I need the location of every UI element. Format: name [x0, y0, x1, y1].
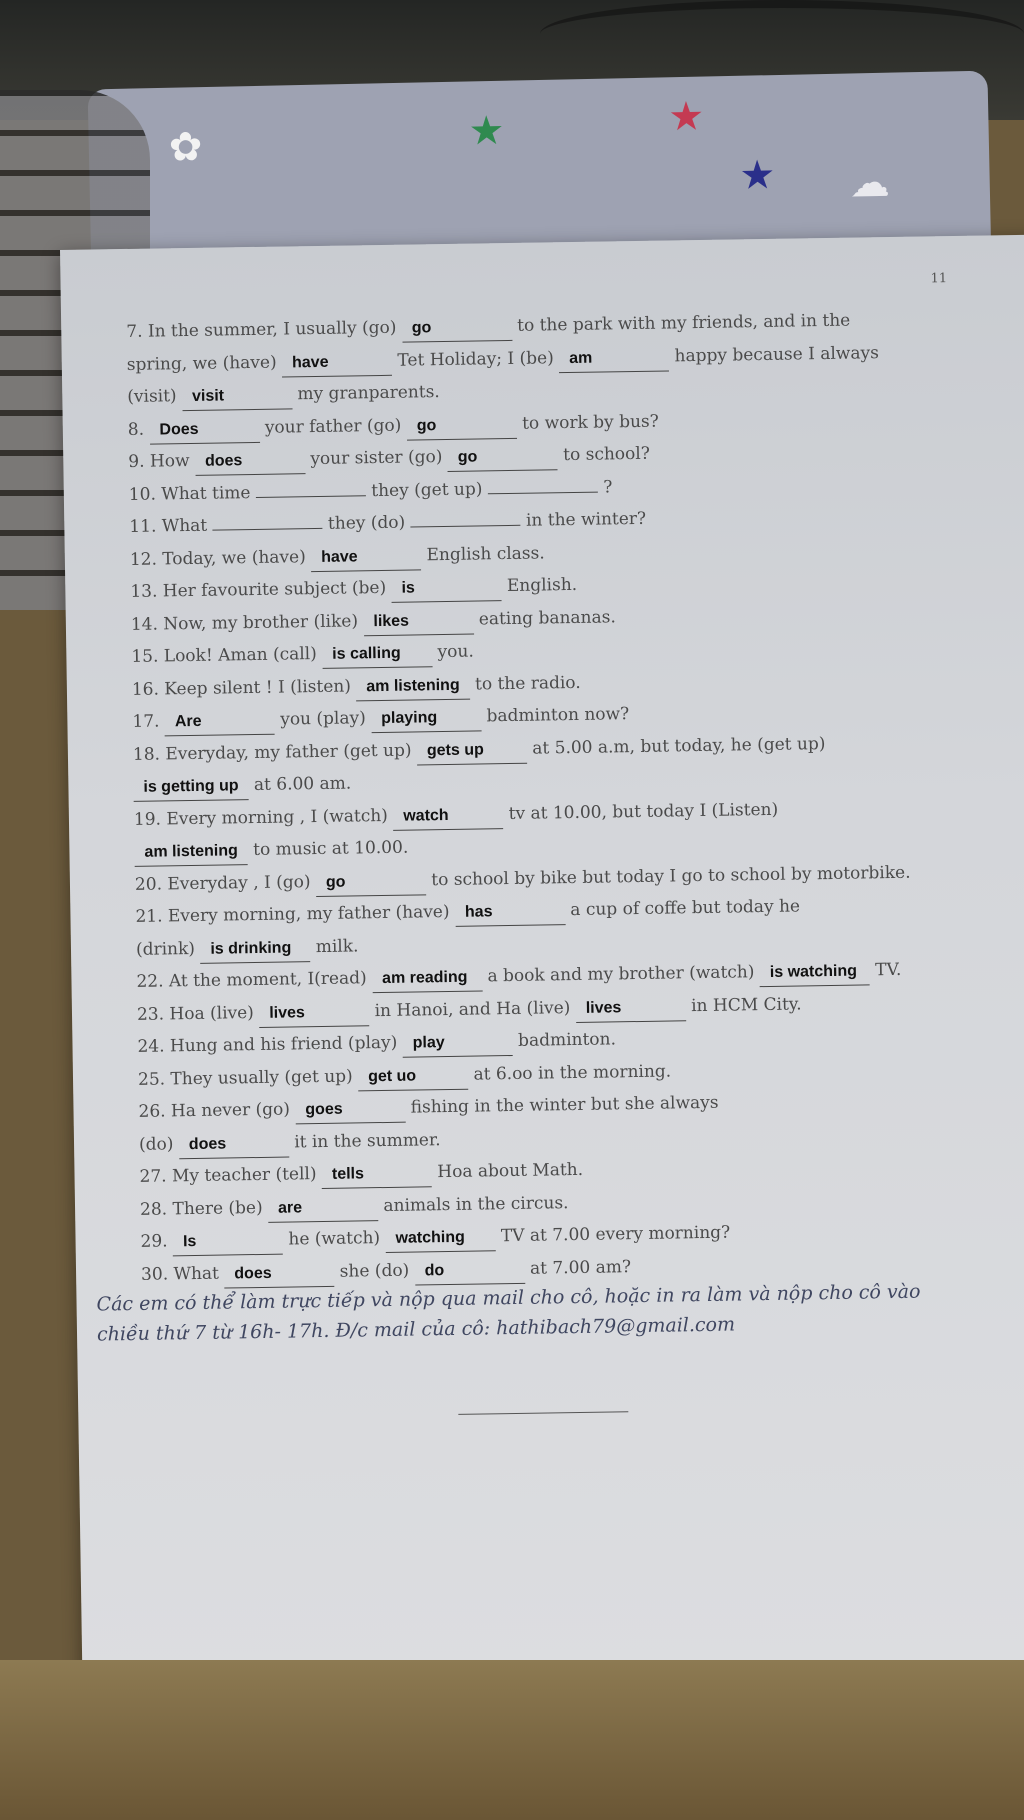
- star-sticker-red: ★: [667, 93, 705, 141]
- exercise-text: 19. Every morning , I (watch): [133, 805, 389, 830]
- exercise-text: 18. Everyday, my father (get up): [132, 740, 412, 765]
- exercise-text: to school by bike but today I go to school by motorbike.: [431, 862, 911, 890]
- teacher-note-line: Các em có thể làm trực tiếp và nộp qua mail cho cô, hoặc in ra làm và nộp cho cô vào: [96, 1280, 921, 1316]
- exercise-text: TV.: [875, 959, 902, 981]
- star-sticker: ★: [468, 107, 505, 155]
- answer-blank: Are: [165, 708, 275, 737]
- exercise-text: 29.: [140, 1231, 168, 1252]
- exercise-text: to work by bus?: [521, 411, 659, 434]
- exercise-text: to the radio.: [474, 672, 581, 695]
- exercise-text: your father (go): [264, 415, 402, 438]
- exercise-text: English class.: [426, 542, 545, 565]
- exercise-text: at 6.00 am.: [253, 773, 352, 796]
- exercise-text: they (do): [327, 512, 406, 534]
- exercise-text: badminton.: [517, 1029, 617, 1051]
- answer-blank: watch: [393, 802, 503, 831]
- exercise-text: 23. Hoa (live): [136, 1002, 255, 1025]
- answer-blank: have: [311, 543, 421, 572]
- answer-blank: has: [455, 898, 565, 927]
- exercise-list: [126, 305, 1011, 1294]
- exercise-text: 26. Ha never (go): [138, 1099, 291, 1122]
- exercise-text: milk.: [315, 935, 359, 957]
- exercise-text: 17.: [132, 711, 160, 732]
- exercise-text: TV at 7.00 every morning?: [500, 1222, 731, 1247]
- exercise-text: (visit): [127, 386, 177, 407]
- exercise-text: at 7.00 am?: [529, 1256, 632, 1279]
- answer-blank: playing: [371, 704, 481, 733]
- cloud-sticker: ☁: [849, 159, 891, 207]
- exercise-text: it in the summer.: [294, 1129, 441, 1152]
- answer-blank: [213, 528, 323, 531]
- exercise-text: at 5.00 a.m, but today, he (get up): [532, 733, 826, 759]
- exercise-text: 21. Every morning, my father (have): [135, 901, 450, 927]
- answer-blank: am reading: [372, 964, 482, 993]
- signature-line: [458, 1411, 628, 1415]
- exercise-text: 20. Everyday , I (go): [134, 871, 311, 895]
- answer-blank: is calling: [322, 640, 432, 669]
- exercise-text: 11. What: [129, 515, 208, 537]
- answer-blank: go: [407, 411, 517, 440]
- exercise-text: Hoa about Math.: [437, 1159, 584, 1183]
- exercise-text: he (watch): [288, 1228, 381, 1250]
- answer-blank: lives: [576, 994, 686, 1023]
- answer-blank: am listening: [134, 838, 248, 867]
- exercise-text: 16. Keep silent ! I (listen): [131, 675, 352, 700]
- answer-blank: visit: [182, 382, 292, 411]
- exercise-text: tv at 10.00, but today I (Listen): [508, 799, 779, 824]
- answer-blank: am: [559, 344, 669, 373]
- exercise-text: they (get up): [371, 478, 483, 501]
- answer-blank: is drinking: [200, 935, 310, 964]
- answer-blank: are: [268, 1194, 378, 1223]
- answer-blank: [256, 495, 366, 498]
- answer-blank: [488, 491, 598, 494]
- exercise-text: to the park with my friends, and in the: [517, 310, 851, 336]
- teacher-note-line: chiều thứ 7 từ 16h- 17h. Đ/c mail của cô: hathibach79@gmail.com: [96, 1313, 736, 1346]
- exercise-text: (drink): [135, 938, 196, 960]
- star-sticker-blue: ★: [739, 152, 776, 199]
- exercise-text: your sister (go): [310, 447, 443, 470]
- answer-blank: have: [282, 348, 392, 377]
- exercise-text: 25. They usually (get up): [137, 1066, 353, 1090]
- exercise-text: 22. At the moment, I(read): [136, 968, 367, 992]
- answer-blank: [411, 525, 521, 528]
- answer-blank: does: [179, 1130, 289, 1159]
- exercise-text: she (do): [339, 1260, 410, 1282]
- answer-blank: Is: [173, 1228, 283, 1257]
- answer-blank: is watching: [760, 958, 870, 987]
- answer-blank: lives: [259, 999, 369, 1028]
- exercise-text: 9. How: [128, 450, 190, 472]
- exercise-text: at 6.oo in the morning.: [473, 1061, 672, 1085]
- exercise-text: eating bananas.: [478, 606, 616, 629]
- exercise-text: a cup of coffe but today he: [570, 896, 801, 921]
- exercise-text: my granparents.: [297, 382, 440, 405]
- answer-blank: go: [316, 868, 426, 897]
- answer-blank: is: [391, 574, 501, 603]
- answer-blank: gets up: [417, 736, 527, 765]
- exercise-text: in Hanoi, and Ha (live): [374, 997, 571, 1021]
- answer-blank: get uo: [358, 1062, 468, 1091]
- exercise-text: to school?: [563, 443, 651, 466]
- exercise-text: badminton now?: [486, 704, 630, 727]
- exercise-text: 14. Now, my brother (like): [130, 610, 359, 635]
- table-surface: [0, 1660, 1024, 1820]
- exercise-text: 28. There (be): [139, 1197, 263, 1220]
- exercise-text: to music at 10.00.: [253, 837, 409, 861]
- unicorn-sticker: ✿: [168, 124, 203, 171]
- answer-blank: am listening: [356, 672, 470, 701]
- exercise-text: 13. Her favourite subject (be): [130, 577, 387, 602]
- cable: [540, 0, 1024, 68]
- exercise-text: English.: [506, 574, 578, 597]
- exercise-text: you.: [437, 641, 474, 663]
- exercise-text: you (play): [280, 708, 366, 730]
- exercise-text: 15. Look! Aman (call): [131, 644, 317, 667]
- answer-blank: do: [414, 1256, 524, 1285]
- exercise-text: 12. Today, we (have): [129, 546, 306, 570]
- answer-blank: is getting up: [133, 773, 249, 802]
- exercise-text: 8.: [127, 419, 145, 440]
- answer-blank: play: [403, 1029, 513, 1058]
- exercise-text: happy because I always: [674, 342, 879, 366]
- page-number: 11: [930, 271, 948, 287]
- exercise-text: animals in the circus.: [383, 1192, 569, 1216]
- answer-blank: watching: [385, 1224, 495, 1253]
- exercise-text: 24. Hung and his friend (play): [137, 1032, 398, 1057]
- answer-blank: does: [224, 1259, 334, 1288]
- answer-blank: go: [448, 443, 558, 472]
- answer-blank: tells: [322, 1160, 432, 1189]
- exercise-text: a book and my brother (watch): [487, 962, 755, 987]
- exercise-text: 27. My teacher (tell): [139, 1164, 317, 1187]
- answer-blank: go: [402, 314, 512, 343]
- exercise-text: Tet Holiday; I (be): [397, 347, 554, 371]
- exercise-text: 7. In the summer, I usually (go): [126, 317, 397, 342]
- exercise-text: ?: [603, 476, 613, 497]
- exercise-text: fishing in the winter but she always: [410, 1092, 719, 1118]
- answer-blank: likes: [363, 607, 473, 636]
- exercise-text: 10. What time: [128, 482, 251, 505]
- answer-blank: does: [195, 447, 305, 476]
- exercise-text: in the winter?: [525, 508, 647, 531]
- worksheet-paper: [60, 234, 1024, 1690]
- exercise-text: 30. What: [140, 1263, 220, 1285]
- answer-blank: goes: [295, 1096, 405, 1125]
- exercise-text: in HCM City.: [690, 993, 802, 1016]
- answer-blank: Does: [149, 415, 259, 444]
- exercise-text: (do): [138, 1133, 174, 1155]
- exercise-text: spring, we (have): [126, 352, 277, 375]
